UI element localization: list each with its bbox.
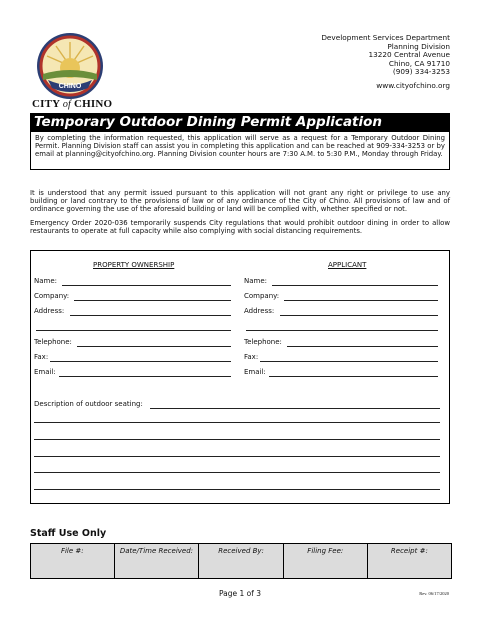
description-line[interactable] [34,456,440,457]
street-address: 13220 Central Avenue [368,50,450,60]
field-label: Fax: [244,353,259,361]
description-line[interactable] [34,422,440,423]
applicant-email-field[interactable] [244,367,438,377]
applicant-company-field[interactable] [244,291,438,301]
department-name: Development Services Department [321,33,450,42]
field-label: Name: [244,277,268,285]
field-label: Email: [244,368,266,376]
input-line[interactable] [150,408,440,409]
contact-block [321,34,450,91]
permit-disclaimer-paragraph: It is understood that any permit issued pursuant to this application will not grant any right or privilege to use any building or land contrary to the provisions of law or of any ordinance of the City of Chino. All provisions of law and of ordinance governing the use of the aforesaid building or land will be complied with, whether specified or not. [30,189,450,213]
form-box [30,250,450,504]
input-line[interactable] [260,361,438,362]
staff-cell-receipt-number[interactable]: Receipt #: [367,544,451,579]
input-line[interactable] [36,330,231,331]
applicant-telephone-field[interactable] [244,337,438,347]
field-label: Company: [244,292,280,300]
applicant-address-line-2[interactable] [244,321,438,331]
input-line[interactable] [62,285,231,286]
phone-number: (909) 334-3253 [392,67,450,77]
intro-text: By completing the information requested, this application will serve as a request for a Temporary Outdoor Dining Permit. Planning Division staff can assist you in completing this application and can be reached at 909-334-3253 or by email at planning@cityofchino.org. Planning Division counter hours are 7:30 A.M. to 5:30 P.M., Monday through Friday. [30,132,450,170]
field-label: Description of outdoor seating: [34,400,143,408]
city-name [32,98,112,110]
website-link[interactable]: www.cityofchino.org [376,80,450,90]
staff-cell-date-received[interactable]: Date/Time Received: [114,544,199,579]
applicant-address-field[interactable] [244,306,438,316]
field-label: Telephone: [34,338,72,346]
field-label: Address: [244,307,275,315]
city-name-of: of [62,99,72,110]
input-line[interactable] [269,376,438,377]
description-line[interactable] [34,472,440,473]
title-bar [30,113,450,132]
field-label: Company: [34,292,70,300]
description-line[interactable] [34,439,440,440]
city-name-prefix: CITY [32,98,60,110]
owner-fax-field[interactable] [34,352,231,362]
owner-company-field[interactable] [34,291,231,301]
page-number: Page 1 of 3 [218,589,262,598]
emergency-order-paragraph: Emergency Order 2020-036 temporarily suspends City regulations that would prohibit outdoor dining in order to allow restaurants to operate at full capacity while also complying with social distancing requirements. [30,219,450,235]
input-line[interactable] [70,315,231,316]
city-state-zip: Chino, CA 91710 [388,58,450,68]
city-seal-logo [36,32,104,100]
description-line[interactable] [34,489,440,490]
applicant-name-field[interactable] [244,276,438,286]
staff-cell-received-by[interactable]: Received By: [199,544,284,579]
staff-use-heading: Staff Use Only [30,528,107,539]
division-name: Planning Division [387,41,450,51]
staff-cell-filing-fee[interactable]: Filing Fee: [283,544,367,579]
input-line[interactable] [280,315,438,316]
staff-use-table [30,543,452,579]
property-ownership-heading: PROPERTY OWNERSHIP [93,261,175,269]
owner-name-field[interactable] [34,276,231,286]
owner-email-field[interactable] [34,367,231,377]
input-line[interactable] [246,330,438,331]
input-line[interactable] [59,376,231,377]
input-line[interactable] [272,285,438,286]
input-line[interactable] [287,346,438,347]
city-name-suffix: CHINO [74,98,113,110]
input-line[interactable] [50,361,231,362]
owner-telephone-field[interactable] [34,337,231,347]
applicant-fax-field[interactable] [244,352,438,362]
applicant-heading: APPLICANT [328,261,367,269]
outdoor-seating-description-field[interactable] [34,399,440,409]
owner-address-field[interactable] [34,306,231,316]
owner-address-line-2[interactable] [34,321,231,331]
field-label: Address: [34,307,65,315]
staff-cell-file-number[interactable]: File #: [31,544,115,579]
field-label: Telephone: [244,338,282,346]
field-label: Email: [34,368,56,376]
field-label: Fax: [34,353,49,361]
form-title: Temporary Outdoor Dining Permit Application [34,114,383,130]
input-line[interactable] [284,300,438,301]
seal-text: CHINO [58,83,82,90]
field-label: Name: [34,277,58,285]
input-line[interactable] [77,346,231,347]
revision-date: Rev. 06/17/2020 [419,591,449,596]
input-line[interactable] [74,300,231,301]
